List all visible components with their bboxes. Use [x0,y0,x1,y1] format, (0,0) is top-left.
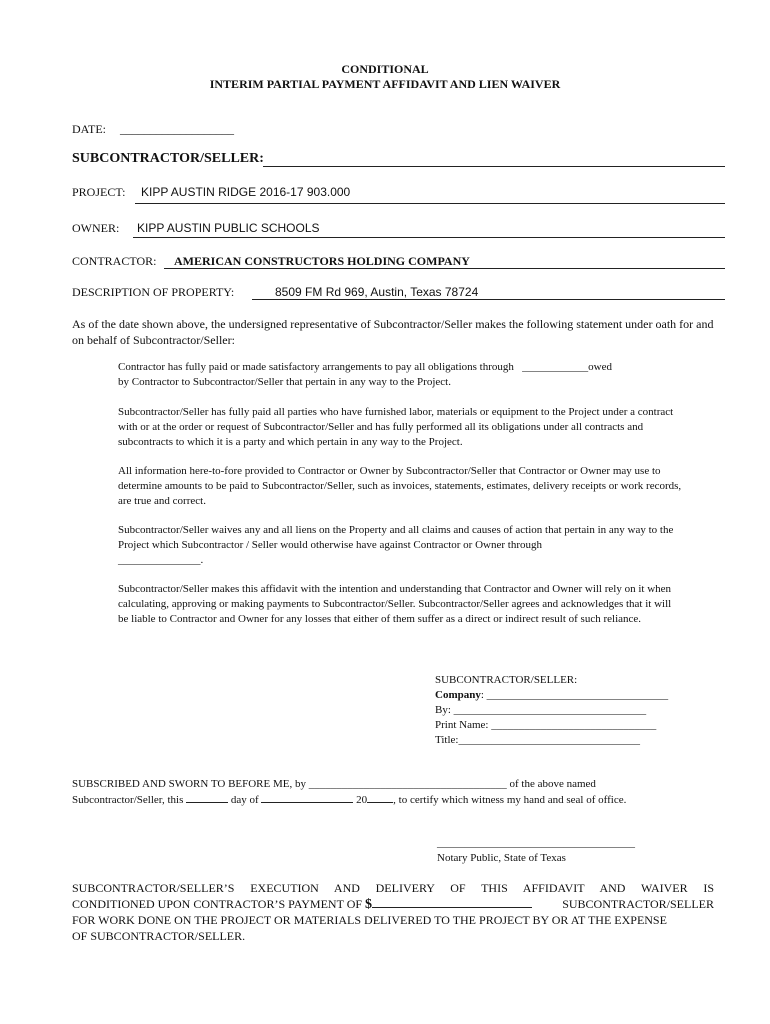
document-title-line1: CONDITIONAL [341,62,429,76]
date-label: DATE: [72,122,106,136]
project-label: PROJECT: [72,185,126,199]
p1-text: Contractor has fully paid or made satisfactory arrangements to pay all obligations through [118,361,514,373]
project-underline [135,203,725,204]
p1-text-cont: by Contractor to Subcontractor/Seller that pertain in any way to the Project. [118,376,451,388]
p1-through-field[interactable]: ____________owed [522,361,612,373]
paragraph-payment-obligations [118,360,684,390]
sworn-year-text: 20 [356,794,368,806]
owner-label: OWNER: [72,221,120,235]
contractor-value: AMERICAN CONSTRUCTORS HOLDING COMPANY [174,254,470,268]
sworn-line2 [72,792,626,808]
footer-line1: SUBCONTRACTOR/SELLER’S EXECUTION AND DELIVERY OF THIS AFFIDAVIT AND WAIVER IS [72,881,714,895]
document-title-line2: INTERIM PARTIAL PAYMENT AFFIDAVIT AND LIEN WAIVER [209,77,561,91]
contractor-label: CONTRACTOR: [72,254,157,268]
footer-text-a: CONDITIONED UPON CONTRACTOR’S PAYMENT OF [72,897,363,911]
paragraph-waiver [118,523,684,568]
payment-amount-field[interactable] [372,897,532,908]
p4-text: Subcontractor/Seller waives any and all liens on the Property and all claims and causes of action that pertain in any way to the Project which Subcontractor / Seller would otherwise have against Contractor or Owner through [118,524,674,551]
description-label: DESCRIPTION OF PROPERTY: [72,285,235,299]
date-field[interactable]: ___________________ [120,122,234,136]
by-field[interactable]: By: ___________________________________ [435,704,647,716]
dollar-sign: $ [365,897,373,912]
sworn-month-field[interactable] [261,792,353,803]
description-value: 8509 FM Rd 969, Austin, Texas 78724 [275,285,479,299]
description-underline [252,299,725,300]
footer-line3: FOR WORK DONE ON THE PROJECT OR MATERIALS DELIVERED TO THE PROJECT BY OR AT THE EXPENSE [72,913,667,927]
sworn-text-d: , to certify which witness my hand and seal of office. [393,794,627,806]
contractor-underline [164,268,725,269]
footer-line2 [72,896,714,913]
signature-heading: SUBCONTRACTOR/SELLER: [435,674,578,686]
owner-underline [133,237,725,238]
sworn-text-b: of the above named [509,778,596,790]
intro-paragraph: As of the date shown above, the undersigned representative of Subcontractor/Seller makes the following statement under oath for and on behalf of Subcontractor/Seller: [72,317,714,347]
sworn-day-field[interactable] [186,792,228,803]
paragraph-reliance: Subcontractor/Seller makes this affidavit with the intention and understanding that Contractor and Owner will rely on it when calculating, approving or making payments to Subcontractor/Seller. Subcontractor/Seller agrees and acknowledges that it will be liable to Contractor and Owner for any losses that either of them suffer as a direct or indirect result of such reliance. [118,583,672,625]
sworn-line1 [72,777,596,792]
sworn-text-a: SUBSCRIBED AND SWORN TO BEFORE ME, by [72,778,306,790]
footer-line4: OF SUBCONTRACTOR/SELLER. [72,929,246,943]
paragraph-parties-paid: Subcontractor/Seller has fully paid all parties who have furnished labor, materials or equipment to the Project under a contract with or at the order or request of Subcontractor/Seller and has fully performed all its obligations under all contracts and subcontracts to which it is a party and which pertain in any way to the Project. [118,406,674,448]
subcontractor-field[interactable] [263,166,725,167]
sworn-text-c: Subcontractor/Seller, this [72,794,184,806]
project-value: KIPP AUSTIN RIDGE 2016-17 903.000 [141,185,351,199]
notary-label: Notary Public, State of Texas [437,852,566,864]
paragraph-information-true: All information here-to-fore provided to Contractor or Owner by Subcontractor/Seller that Contractor or Owner may use to determine amounts to be paid to Subcontractor/Seller, such as invoices, statements, estimates, delivery receipts or work records, are true and correct. [118,465,682,507]
company-label: Company [435,689,481,701]
print-name-field[interactable]: Print Name: ______________________________ [435,719,657,731]
notary-signature-field[interactable]: ____________________________________ [437,837,635,849]
p4-through-field[interactable]: _______________. [118,554,204,566]
subcontractor-label: SUBCONTRACTOR/SELLER: [72,151,264,166]
company-field[interactable]: : _________________________________ [480,689,669,701]
sworn-year-field[interactable] [367,792,393,803]
sworn-by-field[interactable]: ____________________________________ [308,778,507,790]
sworn-dayof-text: day of [230,794,259,806]
company-row [435,688,668,703]
owner-value: KIPP AUSTIN PUBLIC SCHOOLS [137,221,320,235]
footer-text-b: SUBCONTRACTOR/SELLER [562,897,714,911]
title-field[interactable]: Title:_________________________________ [435,734,640,746]
